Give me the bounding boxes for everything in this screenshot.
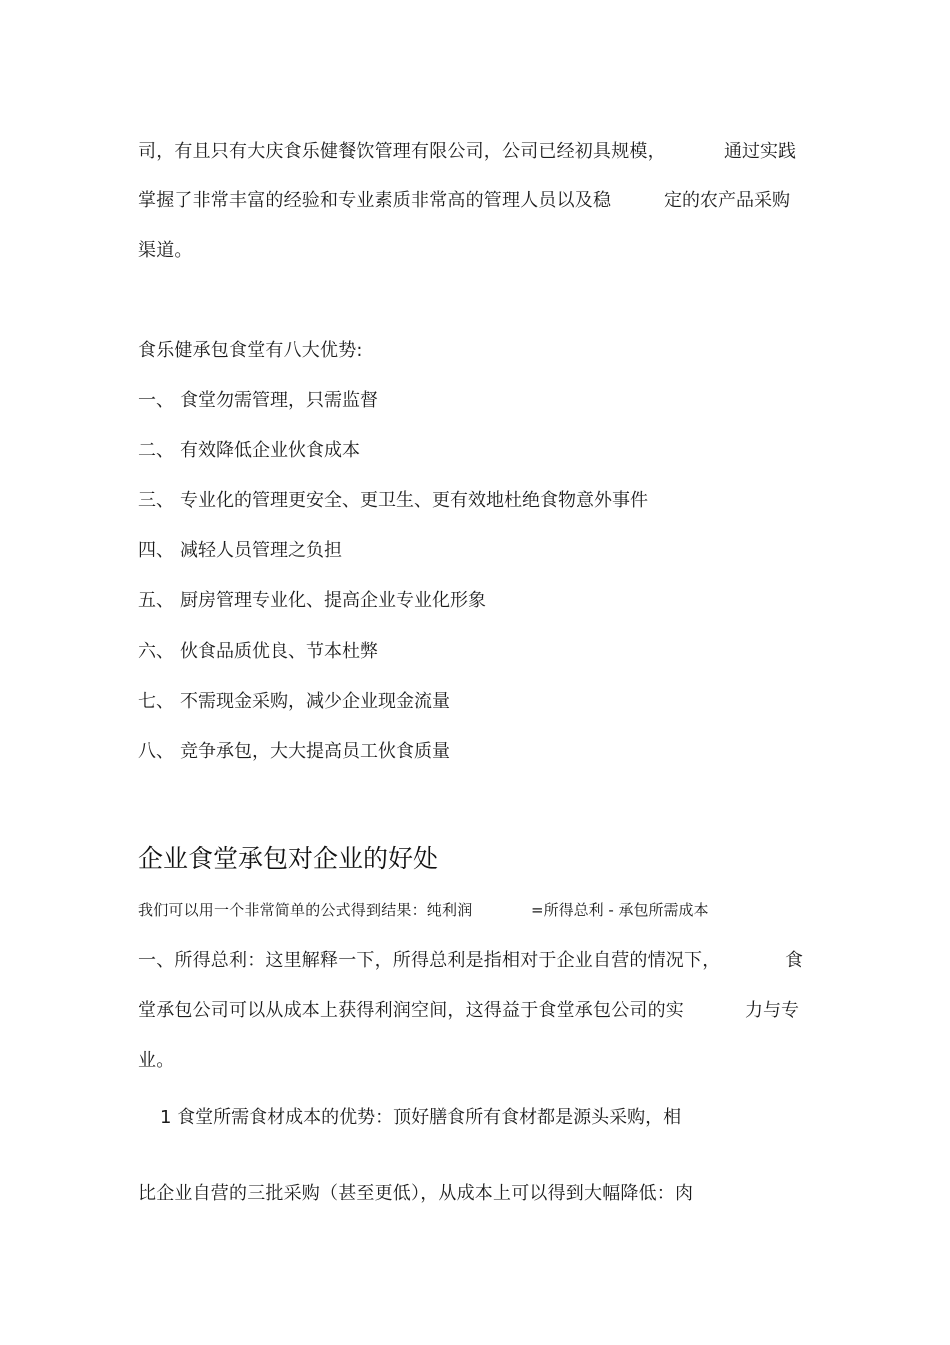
intro-line-2-right: 定的农产品采购 (664, 190, 790, 211)
advantage-text: 伙食品质优良、节本杜弊 (180, 641, 378, 662)
intro-line-2-left: 掌握了非常丰富的经验和专业素质非常高的管理人员以及稳 (138, 190, 612, 211)
paragraph-2-line-2: 比企业自营的三批采购（甚至更低），从成本上可以得到大幅降低：肉 (138, 1183, 694, 1204)
advantage-number: 一、 (138, 390, 174, 411)
advantage-number: 六、 (138, 641, 174, 662)
paragraph-2-line-1: 1 食堂所需食材成本的优势：顶好膳食所有食材都是源头采购，相 (160, 1107, 682, 1128)
paragraph-1-line-1: 一、所得总利：这里解释一下，所得总利是指相对于企业自营的情况下， (138, 950, 721, 971)
advantage-text: 专业化的管理更安全、更卫生、更有效地杜绝食物意外事件 (180, 490, 648, 511)
advantage-text: 不需现金采购，减少企业现金流量 (180, 691, 450, 712)
advantage-text: 减轻人员管理之负担 (180, 540, 342, 561)
advantage-text: 食堂勿需管理，只需监督 (180, 390, 378, 411)
advantage-item (138, 389, 378, 413)
intro-line-1-left: 司，有且只有大庆食乐健餐饮管理有限公司，公司已经初具规模， (138, 141, 666, 162)
intro-line-1-right: 通过实践 (724, 141, 796, 162)
intro-line-3: 渠道。 (138, 240, 193, 261)
advantage-item (138, 589, 486, 613)
paragraph-1-line-2-right: 力与专 (745, 1000, 799, 1021)
paragraph-1-line-3: 业。 (138, 1050, 175, 1071)
intro-line-1 (138, 140, 666, 164)
paragraph-1-line-1-right: 食 (785, 950, 803, 971)
formula-left: 我们可以用一个非常简单的公式得到结果：纯利润 (138, 901, 473, 919)
advantage-number: 三、 (138, 490, 174, 511)
advantage-number: 七、 (138, 691, 174, 712)
section-heading: 企业食堂承包对企业的好处 (138, 844, 439, 873)
advantage-item (138, 690, 450, 714)
advantage-number: 二、 (138, 440, 174, 461)
advantage-item (138, 640, 378, 664)
advantage-text: 竞争承包，大大提高员工伙食质量 (180, 741, 450, 762)
advantage-number: 八、 (138, 741, 174, 762)
intro-line-2 (138, 189, 611, 213)
formula-right: =所得总利 - 承包所需成本 (531, 901, 709, 919)
advantage-text: 厨房管理专业化、提高企业专业化形象 (180, 590, 486, 611)
advantage-text: 有效降低企业伙食成本 (180, 440, 360, 461)
advantage-item (138, 439, 360, 463)
advantage-item (138, 489, 648, 513)
advantage-item (138, 740, 450, 764)
paragraph-1-line-2: 堂承包公司可以从成本上获得利润空间，这得益于食堂承包公司的实 (138, 1000, 684, 1021)
advantages-title: 食乐健承包食堂有八大优势: (138, 340, 363, 361)
advantage-item (138, 539, 342, 563)
advantage-number: 五、 (138, 590, 174, 611)
advantage-number: 四、 (138, 540, 174, 561)
